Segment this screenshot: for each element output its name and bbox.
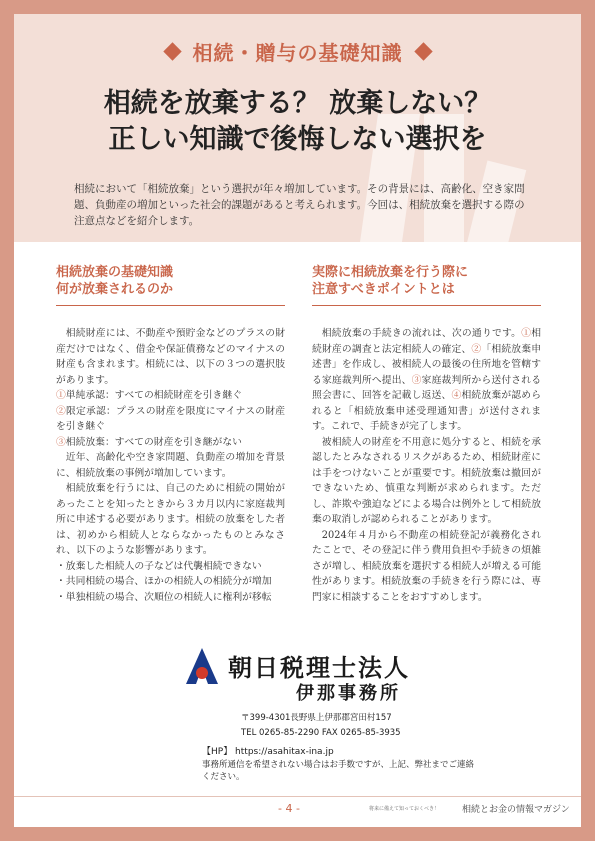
section-header xyxy=(14,30,581,72)
number-label: ① xyxy=(521,328,532,339)
step-text: 相続放棄が認められると「相続放棄申述受理通知書」が送付されます。これで、手続きが完了します。 xyxy=(312,390,542,432)
list-item xyxy=(56,435,285,451)
paragraph: 近年、高齢化や空き家問題、負動産の増加を背景に、相続放棄の事例が増加しています。 xyxy=(56,452,285,479)
homepage-link[interactable]: 【HP】 https://asahitax-ina.jp xyxy=(202,747,334,757)
footer-tagline: 将来に備えて知っておくべき！ xyxy=(369,806,440,812)
notice-text: 事務所通信を希望されない場合はお手数ですが、上記、弊社までご連絡ください。 xyxy=(202,760,475,782)
left-column xyxy=(56,264,285,605)
paragraph xyxy=(312,326,541,435)
step-text: 家庭裁判所から送付される照会書に、回答を記載し返送、 xyxy=(312,374,542,401)
section-title: 相続・贈与の基礎知識 xyxy=(192,40,403,65)
number-label: ① xyxy=(56,390,66,401)
heading-line-2: 何が放棄されるのか xyxy=(56,282,174,297)
left-column-body xyxy=(56,326,285,605)
page xyxy=(14,14,581,827)
step-text: 相続財産の調査と法定相続人の確定、 xyxy=(312,328,542,355)
diamond-icon xyxy=(163,42,181,60)
page-number: - 4 - xyxy=(278,802,300,815)
diamond-icon xyxy=(414,42,432,60)
paragraph-lead: 相続放棄の手続きの流れは、次の通りです。 xyxy=(321,328,522,339)
paragraph: 相続放棄を行うには、自己のために相続の開始があったことを知ったときから３カ月以内に家庭裁判所に申述する必要があります。相続の放棄をした者は、初めから相続人とならなかったものとみなされ、以下のような影響があります。 xyxy=(56,483,285,556)
heading-line-1: 実際に相続放棄を行う際に xyxy=(312,265,469,280)
number-label: ③ xyxy=(411,374,422,386)
magazine-name: 相続とお金の情報マガジン xyxy=(462,805,570,815)
right-column-body xyxy=(312,326,541,605)
contact-info xyxy=(241,711,491,741)
number-label: ② xyxy=(56,405,67,417)
article-title xyxy=(14,86,581,158)
article-intro: 相続において「相続放棄」という選択が年々増加しています。その背景には、高齢化、空き家問題、負動産の増加といった社会的課題があると考えられます。今回は、相続放棄を選択する際の注意点などを紹介します。 xyxy=(74,183,525,227)
list-item xyxy=(56,404,285,435)
number-label: ③ xyxy=(56,436,66,448)
right-column-heading xyxy=(312,264,541,306)
bullet-item: ・単独相続の場合、次順位の相続人に権利が移転 xyxy=(56,591,272,603)
list-item-text: 限定承認：プラスの財産を限度にマイナスの財産を引き継ぐ xyxy=(56,405,286,432)
bullet-item: ・共同相続の場合、ほかの相続人の相続分が増加 xyxy=(56,576,272,587)
number-label: ② xyxy=(471,343,482,355)
step-text: 「相続放棄申述書」を作成し、被相続人の最後の住所地を管轄する家庭裁判所へ提出、 xyxy=(312,343,542,386)
heading-line-2: 注意すべきポイントとは xyxy=(312,282,455,297)
bullet-item: ・放棄した相続人の子などは代襲相続できない xyxy=(56,560,262,572)
hero-section xyxy=(14,14,581,242)
title-line-2: 正しい知識で後悔しない選択を xyxy=(108,124,487,155)
title-line-1: 相続を放棄する？ 放棄しない？ xyxy=(103,88,492,119)
heading-line-1: 相続放棄の基礎知識 xyxy=(56,265,174,280)
paragraph: 2024年４月から不動産の相続登記が義務化されたことで、その登記に伴う費用負担や手続きの煩雑さが増し、相続放棄を選択する相続人が増える可能性があります。相続放棄の手続きを行う際には、専門家に相談することをおすすめします。 xyxy=(312,529,541,603)
list-item-text: 相続放棄：すべての財産を引き継がない xyxy=(65,436,242,448)
phone-fax: TEL 0265-85-2290 FAX 0265-85-3935 xyxy=(241,728,401,738)
right-column xyxy=(312,264,541,605)
paragraph: 相続財産には、不動産や預貯金などのプラスの財産だけではなく、借金や保証債務などのマイナスの財産も含まれます。相続には、以下の３つの選択肢があります。 xyxy=(56,328,285,386)
company-name: 朝日税理士法人 xyxy=(228,654,410,682)
list-item xyxy=(56,388,285,404)
paragraph: 被相続人の財産を不用意に処分すると、相続を承認したとみなされるリスクがあるため、相続財産には手をつけないことが重要です。相続放棄は撤回ができないため、慎重な判断が求められます。ただし、詐欺や強迫などによる場合は例外として相続放棄の取消しが認められることがあります。 xyxy=(312,436,541,525)
list-item-text: 単純承認：すべての相続財産を引き継ぐ xyxy=(65,390,242,401)
office-name: 伊那事務所 xyxy=(296,683,401,704)
company-logo-icon xyxy=(184,646,220,686)
number-label: ④ xyxy=(451,390,462,401)
address: 〒399-4301長野県上伊那郡宮田村157 xyxy=(241,713,392,723)
footer-divider xyxy=(14,796,581,797)
left-column-heading xyxy=(56,264,285,306)
